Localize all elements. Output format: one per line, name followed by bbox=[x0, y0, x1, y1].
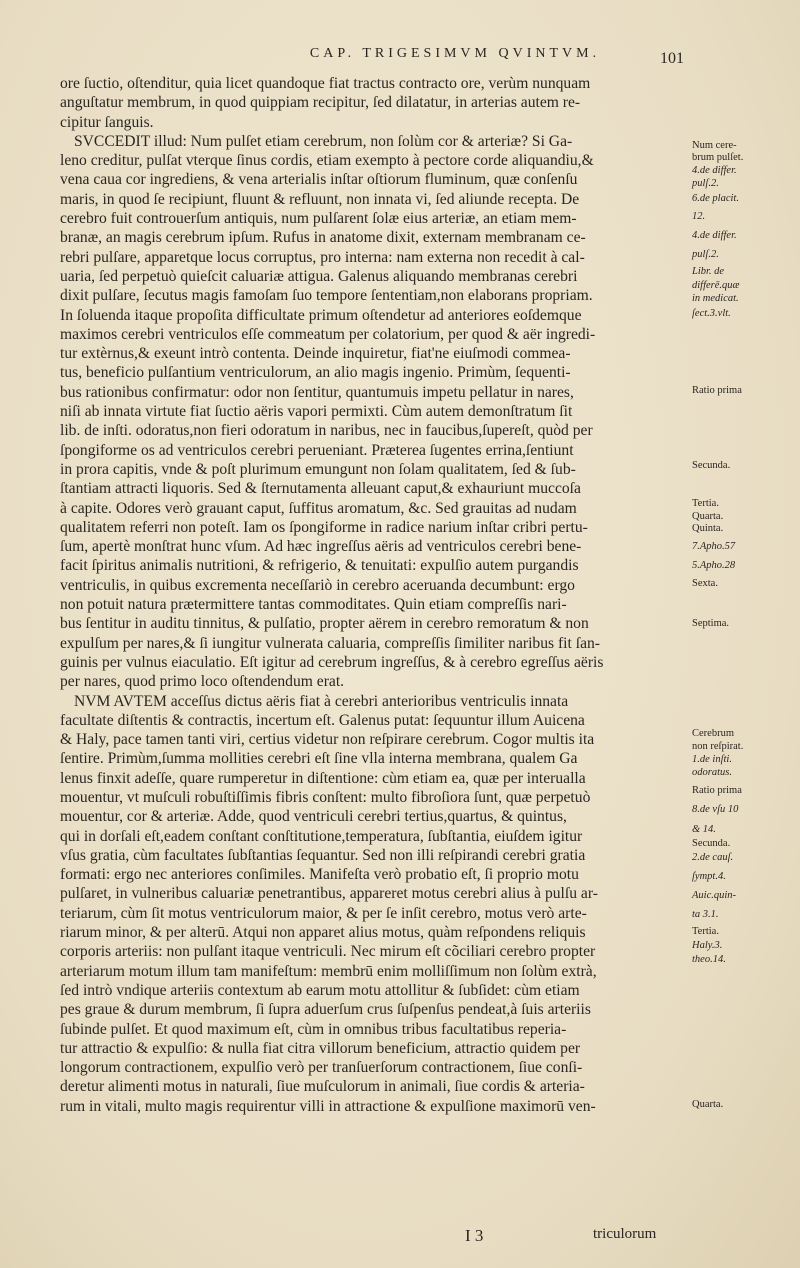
text-line: niſi ab innata virtute fiat ſuctio aëris vapori permixti. Cùm autem demonſtratum ſit bbox=[60, 403, 573, 421]
text-line: teriarum, cùm ſit motus ventriculorum maior, & per ſe inſit cerebro, motus verò arte- bbox=[60, 904, 587, 922]
text-line: leno creditur, pulſat vterque ſinus cordis, etiam exempto à pectore corde aliquandiu,& bbox=[60, 152, 594, 170]
main-text bbox=[60, 74, 690, 1116]
text-line: tus, beneficio pulſantium ventriculorum, an alio magis ingenio. Primùm, ſequenti- bbox=[60, 364, 571, 382]
margin-note: 1.de inſti. bbox=[692, 754, 732, 765]
text-line: cerebro fuit controuerſum antiquis, num pulſarent ſolæ eius arteriæ, an etiam mem- bbox=[60, 210, 577, 228]
margin-note: Quarta. bbox=[692, 1099, 724, 1110]
running-title: CAP. TRIGESIMVM QVINTVM. bbox=[309, 46, 601, 61]
text-line: longorum contractionem, expulſio verò per tranſuerſorum contractionem, ſiue conſi- bbox=[60, 1059, 583, 1077]
text-line: bus ſentitur in auditu tinnitus, & pulſatio, propter aërem in cerebro remoratum & non bbox=[60, 615, 589, 633]
text-line: cipitur ſanguis. bbox=[60, 113, 154, 131]
margin-note: Secunda. bbox=[692, 838, 731, 849]
text-line: ventriculis, in quibus excrementa neceſſariò in cerebro aceruanda decumbunt: ergo bbox=[60, 576, 575, 594]
text-line: & Haly, pace tamen tanti viri, certius videtur non reſpirare cerebrum. Cogor multis ita bbox=[60, 731, 595, 749]
text-line: tur extèrnus,& exeunt intrò contenta. Deinde inquiretur, fiat'ne eiuſmodi commea- bbox=[60, 345, 571, 363]
text-line: ſum, apertè monſtrat hunc vſum. Ad hæc ingreſſus aëris ad ventriculos cerebri bene- bbox=[60, 538, 582, 556]
margin-note: brum pulſet. bbox=[692, 152, 744, 163]
text-line: facit ſpiritus animalis nutritioni, & refrigerio, & tenuitati: expulſio autem purgandis bbox=[60, 557, 579, 575]
text-line: qui in dorſali eſt,eadem conſtant conſtitutione,temperatura, ſubſtantia, eiuſdem igitur bbox=[60, 827, 583, 845]
text-line: mouentur, cor & arteriæ. Adde, quod ventriculi cerebri tertius,quartus, & quintus, bbox=[60, 808, 567, 826]
text-line: pes graue & durum membrum, ſi ſupra aduerſum crus ſuſpenſus pendeat,à ſuis arteriis bbox=[60, 1001, 591, 1019]
page-number: 101 bbox=[660, 50, 684, 67]
margin-note: ſect.3.vlt. bbox=[692, 308, 731, 319]
text-line: in prora capitis, vnde & poſt plurimum emungunt non ſolam qualitatem, ſed & ſub- bbox=[60, 460, 576, 478]
text-line: NVM AVTEM acceſſus dictus aëris fiat à cerebri anterioribus ventriculis innata bbox=[74, 692, 569, 710]
margin-note: Septima. bbox=[692, 618, 730, 629]
margin-note: Auic.quin- bbox=[692, 890, 737, 901]
text-line: In ſoluenda itaque propoſita difficultate primum oſtendetur ad anteriores eoſdemque bbox=[60, 306, 582, 324]
text-line: uaria, ſed perpetuò quieſcit caluariæ attigua. Galenus aliquando membranas cerebri bbox=[60, 267, 578, 285]
text-line: corporis arteriis: non pulſant itaque ventriculi. Nec mirum eſt cõciliari cerebro propter bbox=[60, 943, 596, 961]
text-line: ſubinde pulſet. Et quod maximum eſt, cùm in omnibus tribus facultatibus reperia- bbox=[60, 1020, 567, 1038]
margin-note: Cerebrum bbox=[692, 728, 734, 739]
text-line: anguſtatur membrum, in quod quippiam recipitur, ſed dilatatur, in arterias autem re- bbox=[60, 94, 581, 112]
text-line: maximos cerebri ventriculos eſſe commeatum per colatorium, per quod & aër ingredi- bbox=[60, 325, 596, 343]
margin-note: pulſ.2. bbox=[692, 249, 719, 260]
text-line: rebri pulſare, apparetque locus corruptus, pro interna: nam externa non recedit à cal- bbox=[60, 248, 585, 266]
text-line: non potuit natura prætermittere tantas commoditates. Quin etiam compreſſis nari- bbox=[60, 596, 567, 614]
margin-note: Ratio prima bbox=[692, 385, 742, 396]
margin-note: Libr. de bbox=[692, 266, 725, 277]
margin-note: 2.de cauſ. bbox=[692, 852, 734, 863]
catchword: triculorum bbox=[593, 1226, 657, 1242]
text-line: ſtantiam attracti liquoris. Sed & ſternutamenta alleuant caput,& exhauriunt muccoſa bbox=[60, 480, 581, 498]
text-line: per nares, quod primo loco oſtendendum erat. bbox=[60, 673, 345, 691]
margin-note: 7.Apho.57 bbox=[692, 541, 736, 552]
text-line: ſpongiforme os ad ventriculos cerebri perueniant. Præterea ſugentes errina,ſentiunt bbox=[60, 441, 574, 459]
margin-note: pulſ.2. bbox=[692, 178, 719, 189]
text-line: tur attractio & expulſio: & nulla fiat citra villorum beneficium, attractio quidem per bbox=[60, 1039, 581, 1057]
text-line: vena caua cor ingrediens, & vena arterialis inſtar oſtiorum fluminum, quæ conſenſu bbox=[60, 171, 578, 189]
margin-note: Tertia. bbox=[692, 498, 719, 509]
margin-note: odoratus. bbox=[692, 767, 732, 778]
text-line: lib. de inſti. odoratus,non fieri odoratum in naribus, nec in faucibus,ſupereſt, quòd per bbox=[60, 422, 593, 440]
margin-note: Ratio prima bbox=[692, 785, 742, 796]
text-line: pulſaret, in vulneribus caluariæ penetrantibus, appareret motus cerebri alius à pulſu ar- bbox=[60, 885, 598, 903]
margin-note: theo.14. bbox=[692, 954, 726, 965]
text-line: rum in vitali, multo magis requirentur villi in attractione & expulſione maximorū ven- bbox=[60, 1097, 596, 1115]
margin-note: 6.de placit. bbox=[692, 193, 739, 204]
text-line: maris, in quod ſe recipiunt, fluunt & refluunt, non innata vi, ſed aliunde recepta. De bbox=[60, 190, 580, 208]
margin-note: Num cere- bbox=[692, 140, 737, 151]
text-line: mouentur, vt muſculi robuſtiſſimis fibris conſtent: multo fibroſiora ſunt, quæ perpetuò bbox=[60, 788, 591, 806]
margin-note: 4.de differ. bbox=[692, 230, 737, 241]
text-line: SVCCEDIT illud: Num pulſet etiam cerebrum, non ſolùm cor & arteriæ? Si Ga- bbox=[74, 132, 573, 150]
margin-note: ta 3.1. bbox=[692, 909, 719, 920]
text-line: vſus gratia, cùm facultates ſubſtantias ſequantur. Sed non illi reſpirandi cerebri gratia bbox=[60, 846, 586, 864]
margin-note: differē.quæ bbox=[692, 280, 740, 291]
margin-note: Sexta. bbox=[692, 578, 718, 589]
margin-note: Quarta. bbox=[692, 511, 724, 522]
text-line: ſed intrò vndique arteriis contextum ab earum motu attollitur & ſubſidet: cùm etiam bbox=[60, 981, 580, 999]
margin-note: 8.de vſu 10 bbox=[692, 804, 739, 815]
margin-note: & 14. bbox=[692, 824, 716, 835]
text-line: ſentire. Primùm,ſumma mollities cerebri eſt ſine vlla interna membrana, qualem Ga bbox=[60, 750, 578, 768]
margin-note: Quinta. bbox=[692, 523, 724, 534]
margin-note: 5.Apho.28 bbox=[692, 560, 736, 571]
text-line: qualitatem referri non poteſt. Iam os ſpongiforme in radice narium inſtar cribri pertu- bbox=[60, 518, 588, 536]
margin-note: 4.de differ. bbox=[692, 165, 737, 176]
signature-mark: I 3 bbox=[465, 1226, 484, 1245]
margin-note: non reſpirat. bbox=[692, 741, 744, 752]
text-line: formati: ergo nec anteriores conſimiles. Manifeſta verò probatio eſt, ſi proprio motu bbox=[60, 866, 579, 884]
text-line: dixit pulſare, ſecutus magis famoſam ſuo tempore ſententiam,non elaborans propriam. bbox=[60, 287, 593, 305]
text-line: arteriarum motum illum tam manifeſtum: membrū enim molliſſimum non ſolùm extrà, bbox=[60, 962, 597, 980]
text-line: guinis per vulnus eiaculatio. Eſt igitur ad cerebrum ingreſſus, & à cerebro egreſſus aëris bbox=[60, 653, 604, 671]
text-line: riarum minor, & per alterū. Atqui non apparet alius motus, quàm reſpondens reliquis bbox=[60, 924, 586, 942]
text-line: branæ, an magis cerebrum ipſum. Rufus in anatome dixit, externam membranam ce- bbox=[60, 229, 586, 247]
text-line: bus rationibus confirmatur: odor non ſentitur, quantumuis impetu pellatur in nares, bbox=[60, 383, 574, 401]
margin-note: Haly.3. bbox=[692, 940, 723, 951]
text-line: deretur alimenti motus in naturali, ſiue muſculorum in animali, ſiue cordis & arteria- bbox=[60, 1078, 585, 1096]
text-line: facultate diſtentis & contractis, incertum eſt. Galenus putat: ſequuntur illum Auicena bbox=[60, 711, 585, 729]
text-line: expulſum per nares,& ſi iungitur vulnerata caluaria, compreſſis ſimiliter naribus fit ſan- bbox=[60, 634, 600, 652]
margin-note: Secunda. bbox=[692, 460, 731, 471]
text-line: lenus finxit adeſſe, quare rumperetur in diſtentione: cùm etiam ea, quæ per interualla bbox=[60, 769, 586, 787]
text-line: à capite. Odores verò grauant caput, ſuffitus aromatum, &c. Sed grauitas ad nudam bbox=[60, 499, 577, 517]
margin-note: 12. bbox=[692, 211, 706, 222]
margin-note: in medicat. bbox=[692, 293, 739, 304]
margin-note: Tertia. bbox=[692, 926, 719, 937]
margin-note: ſympt.4. bbox=[692, 871, 726, 882]
text-line: ore ſuctio, oſtenditur, quia licet quandoque fiat tractus contracto ore, verùm nunquam bbox=[60, 75, 591, 92]
